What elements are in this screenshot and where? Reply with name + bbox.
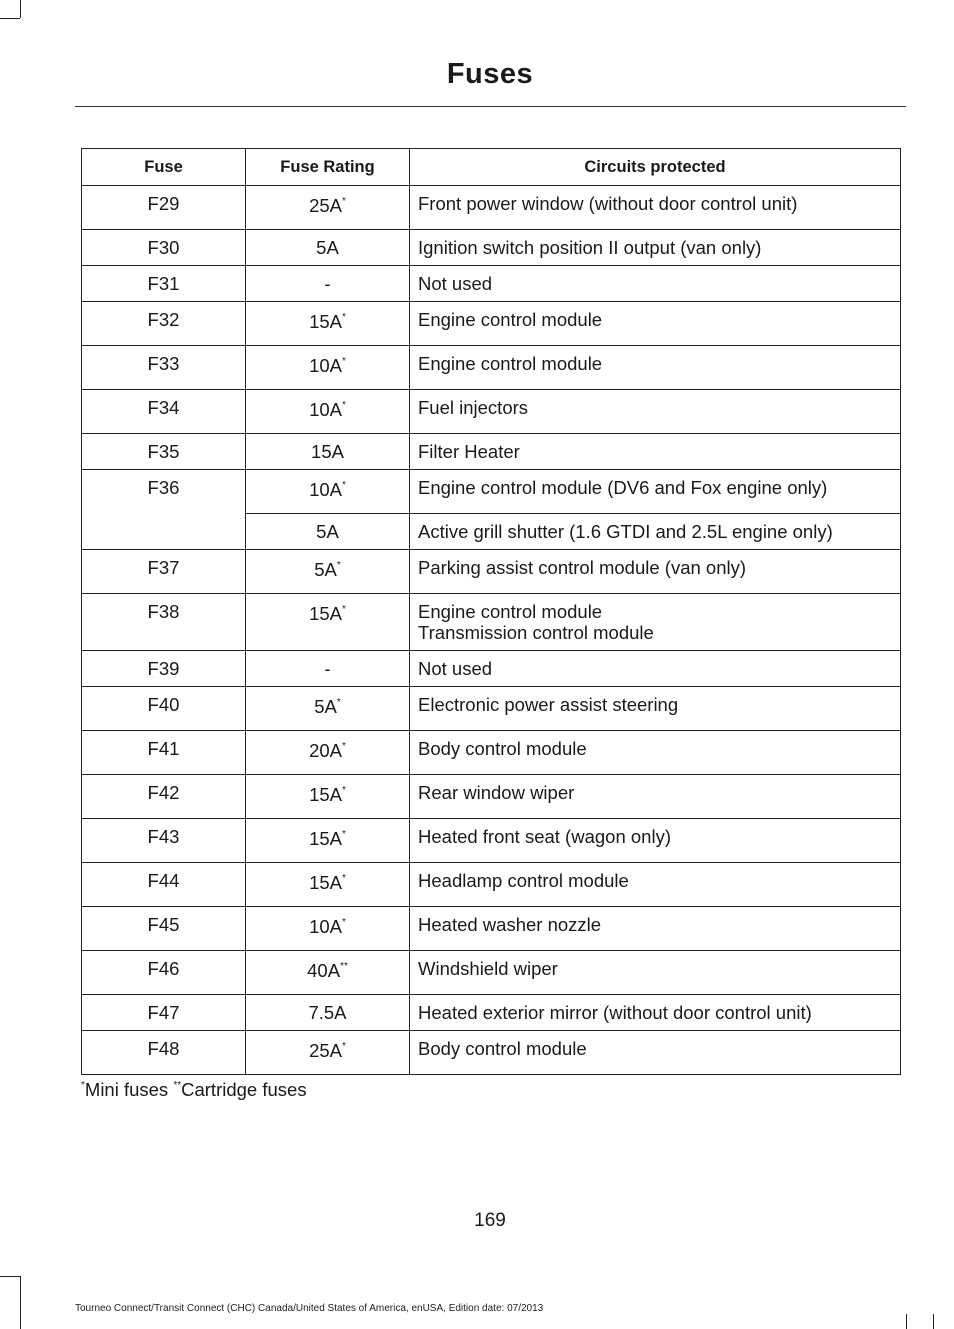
circuit-line: Headlamp control module <box>418 870 629 891</box>
circuit-line: Heated washer nozzle <box>418 914 602 935</box>
circuits-protected <box>410 651 901 687</box>
fuse-rating-value: 20A <box>309 740 342 761</box>
fuse-id: F34 <box>82 390 246 434</box>
fuse-id: F44 <box>82 863 246 907</box>
fuse-id: F41 <box>82 731 246 775</box>
fuse-type-mark: ** <box>340 961 348 972</box>
fuse-rating-value: 40A <box>307 960 341 981</box>
crop-mark <box>933 1314 934 1329</box>
fuse-rating-value: 10A <box>309 355 342 376</box>
fuse-rating <box>246 186 410 230</box>
circuits-protected <box>410 186 901 230</box>
table-row <box>82 186 901 230</box>
fuse-id: F38 <box>82 594 246 651</box>
fuse-type-mark: * <box>342 356 346 367</box>
circuits-protected <box>410 775 901 819</box>
circuit-line: Rear window wiper <box>418 782 575 803</box>
fuse-rating <box>246 550 410 594</box>
fuse-rating-value: 15A <box>311 441 344 462</box>
circuit-line: Fuel injectors <box>418 397 529 418</box>
circuits-protected <box>410 995 901 1031</box>
fuse-type-mark: * <box>342 480 346 491</box>
circuit-line: Body control module <box>418 1038 587 1059</box>
table-row <box>82 550 901 594</box>
fuse-id: F46 <box>82 951 246 995</box>
fuse-id: F32 <box>82 302 246 346</box>
fuse-rating-value: 15A <box>309 872 342 893</box>
fuse-rating <box>246 819 410 863</box>
fuse-rating-value: 10A <box>309 479 342 500</box>
fuse-rating <box>246 731 410 775</box>
fuse-table-body <box>82 186 901 1075</box>
fuse-rating-value: - <box>324 658 331 679</box>
circuit-line: Parking assist control module (van only) <box>418 557 747 578</box>
fuse-rating-value: 10A <box>309 916 342 937</box>
circuit-line: Not used <box>418 273 493 294</box>
fuse-rating <box>246 995 410 1031</box>
fuse-type-mark: * <box>342 312 346 323</box>
fuse-type-mark: * <box>342 917 346 928</box>
table-row <box>82 687 901 731</box>
circuit-line: Engine control module (DV6 and Fox engine only) <box>418 477 828 498</box>
fuse-rating <box>246 651 410 687</box>
table-row <box>82 995 901 1031</box>
circuit-line: Active grill shutter (1.6 GTDI and 2.5L engine only) <box>418 521 833 542</box>
circuit-line: Windshield wiper <box>418 958 558 979</box>
fuse-id: F48 <box>82 1031 246 1075</box>
fuse-type-mark: * <box>342 604 346 615</box>
fuse-rating-value: 5A <box>316 521 339 542</box>
fuse-id: F29 <box>82 186 246 230</box>
fuse-rating-value: 25A <box>309 1040 342 1061</box>
table-row <box>82 1031 901 1075</box>
fuse-type-mark: * <box>342 873 346 884</box>
circuits-protected <box>410 594 901 651</box>
fuse-id: F31 <box>82 266 246 302</box>
fuse-rating <box>246 775 410 819</box>
crop-mark <box>20 1276 21 1329</box>
circuits-protected <box>410 907 901 951</box>
cartridge-fuse-label: Cartridge fuses <box>181 1079 307 1100</box>
fuse-rating <box>246 266 410 302</box>
fuse-type-mark: * <box>342 829 346 840</box>
footnote <box>81 1079 307 1101</box>
fuse-rating <box>246 470 410 514</box>
footer-edition-text: Tourneo Connect/Transit Connect (CHC) Canada/United States of America, enUSA, Edition date: 07/2013 <box>75 1303 544 1314</box>
circuits-protected <box>410 687 901 731</box>
circuits-protected <box>410 731 901 775</box>
fuse-type-mark: * <box>342 1041 346 1052</box>
crop-mark <box>20 0 21 18</box>
table-row <box>82 951 901 995</box>
table-row <box>82 819 901 863</box>
circuit-line: Engine control module <box>418 309 603 330</box>
table-row <box>82 731 901 775</box>
fuse-rating-value: 15A <box>309 828 342 849</box>
circuit-line: Transmission control module <box>418 622 654 643</box>
fuse-id: F39 <box>82 651 246 687</box>
circuits-protected <box>410 346 901 390</box>
mini-fuse-label: Mini fuses <box>84 1079 174 1100</box>
circuits-protected <box>410 470 901 514</box>
circuit-line: Filter Heater <box>418 441 520 462</box>
circuits-protected <box>410 550 901 594</box>
mini-fuse-mark: * <box>81 1080 85 1091</box>
fuse-id: F47 <box>82 995 246 1031</box>
fuse-type-mark: * <box>336 560 341 571</box>
fuse-type-mark: * <box>336 697 341 708</box>
table-row <box>82 390 901 434</box>
fuse-type-mark: * <box>342 741 346 752</box>
circuits-protected <box>410 1031 901 1075</box>
fuse-rating <box>246 434 410 470</box>
circuits-protected <box>410 266 901 302</box>
fuse-id: F45 <box>82 907 246 951</box>
table-row <box>82 434 901 470</box>
fuse-rating <box>246 514 410 550</box>
circuit-line: Engine control module <box>418 353 603 374</box>
fuse-rating <box>246 951 410 995</box>
crop-mark <box>906 1314 907 1329</box>
fuse-rating-value: 5A <box>314 696 337 717</box>
fuse-rating-value: 25A <box>309 195 342 216</box>
circuit-line: Heated exterior mirror (without door control unit) <box>418 1002 812 1023</box>
circuits-protected <box>410 951 901 995</box>
header-fuse: Fuse <box>82 149 246 186</box>
fuse-rating-value: 15A <box>309 784 342 805</box>
circuits-protected <box>410 230 901 266</box>
table-row <box>82 230 901 266</box>
fuse-rating-value: 7.5A <box>308 1002 347 1023</box>
circuit-line: Heated front seat (wagon only) <box>418 826 671 847</box>
circuit-line: Not used <box>418 658 493 679</box>
circuits-protected <box>410 819 901 863</box>
fuse-type-mark: * <box>342 785 346 796</box>
fuse-rating <box>246 907 410 951</box>
circuit-line: Ignition switch position II output (van only) <box>418 237 762 258</box>
fuse-rating-value: 10A <box>309 399 342 420</box>
fuse-rating <box>246 594 410 651</box>
fuse-rating <box>246 863 410 907</box>
fuse-id: F30 <box>82 230 246 266</box>
circuits-protected <box>410 434 901 470</box>
fuse-rating-value: 5A <box>314 559 337 580</box>
fuse-rating <box>246 346 410 390</box>
fuse-rating-value: 5A <box>316 237 339 258</box>
circuit-line: Front power window (without door control unit) <box>418 193 798 214</box>
table-row <box>82 346 901 390</box>
header-circuits-protected: Circuits protected <box>410 149 901 186</box>
fuse-rating <box>246 1031 410 1075</box>
fuse-type-mark: * <box>342 400 346 411</box>
crop-mark <box>0 1276 20 1277</box>
cartridge-fuse-mark: ** <box>173 1080 182 1091</box>
fuse-id: F35 <box>82 434 246 470</box>
table-row <box>82 302 901 346</box>
table-row <box>82 266 901 302</box>
table-row <box>82 470 901 514</box>
fuse-type-mark: * <box>342 196 346 207</box>
fuse-id: F40 <box>82 687 246 731</box>
circuit-line: Engine control module <box>418 601 603 622</box>
fuse-id: F33 <box>82 346 246 390</box>
fuse-rating <box>246 390 410 434</box>
title-divider <box>75 106 906 107</box>
table-row <box>82 594 901 651</box>
circuits-protected <box>410 514 901 550</box>
table-row <box>82 775 901 819</box>
circuit-line: Body control module <box>418 738 587 759</box>
page-title: Fuses <box>446 58 534 90</box>
circuits-protected <box>410 863 901 907</box>
fuse-rating-value: 15A <box>309 311 342 332</box>
circuits-protected <box>410 390 901 434</box>
fuse-id: F43 <box>82 819 246 863</box>
crop-mark <box>0 18 20 19</box>
page-number: 169 <box>474 1210 506 1231</box>
fuse-rating <box>246 302 410 346</box>
circuits-protected <box>410 302 901 346</box>
fuse-id: F36 <box>82 470 246 550</box>
table-row <box>82 651 901 687</box>
fuse-table <box>81 148 901 1075</box>
table-row <box>82 863 901 907</box>
header-fuse-rating: Fuse Rating <box>246 149 410 186</box>
circuit-line: Electronic power assist steering <box>418 694 679 715</box>
fuse-rating <box>246 687 410 731</box>
fuse-rating-value: - <box>324 273 331 294</box>
table-header-row <box>82 149 901 186</box>
fuse-rating-value: 15A <box>309 603 342 624</box>
fuse-id: F42 <box>82 775 246 819</box>
fuse-id: F37 <box>82 550 246 594</box>
fuse-rating <box>246 230 410 266</box>
table-row <box>82 907 901 951</box>
